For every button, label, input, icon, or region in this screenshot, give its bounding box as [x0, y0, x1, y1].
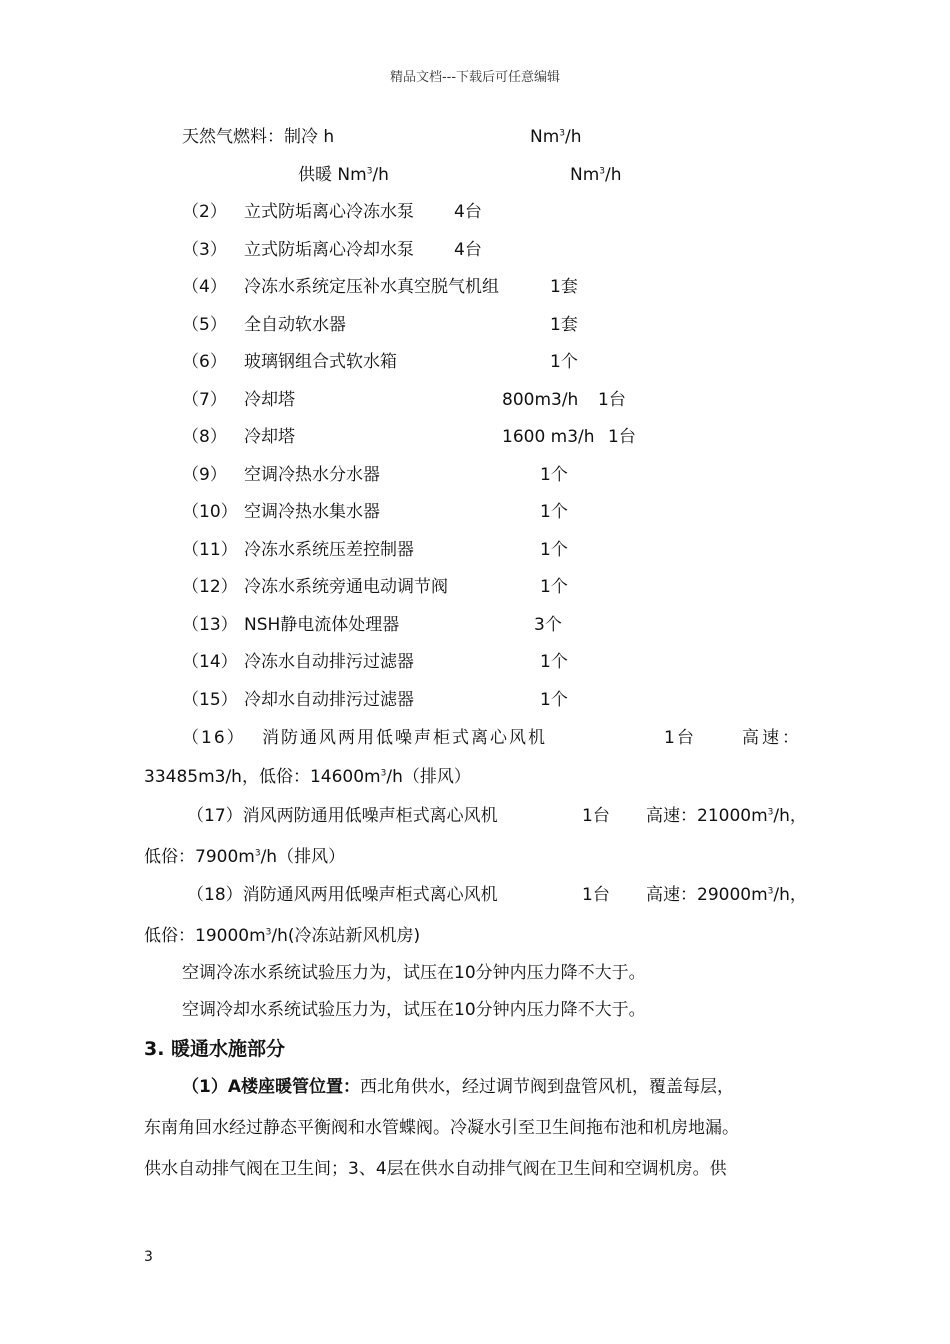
list-item-num: （10）: [182, 502, 238, 522]
item18-qty: 1台: [582, 885, 610, 905]
list-item-qty: 1台: [608, 427, 636, 447]
list-item-spec: 1600 m3/h: [502, 427, 595, 447]
pressure-test-cooling: 空调冷却水系统试验压力为，试压在10分钟内压力降不大于。: [182, 1000, 646, 1020]
page-number: 3: [144, 1249, 153, 1265]
list-item-num: （9）: [182, 465, 227, 485]
list-item-qty: 1个: [540, 502, 568, 522]
list-item-qty: 4台: [454, 240, 482, 260]
section-paragraph-line3: 供水自动排气阀在卫生间；3、4层在供水自动排气阀在卫生间和空调机房。供: [144, 1159, 727, 1179]
list-item-name: NSH静电流体处理器: [244, 615, 400, 635]
pressure-test-chilled: 空调冷冻水系统试验压力为，试压在10分钟内压力降不大于。: [182, 963, 646, 983]
list-item-name: 冷冻水自动排污过滤器: [244, 652, 414, 672]
list-item-qty: 1个: [550, 352, 578, 372]
list-item-name: 冷冻水系统旁通电动调节阀: [244, 577, 448, 597]
item17-high: 高速：$21000m^3/h$，: [646, 806, 807, 826]
list-item-name: 冷却塔: [244, 390, 295, 410]
item16-qty: 1台: [664, 728, 696, 748]
page-header: 精品文档---下载后可任意编辑: [389, 70, 561, 85]
list-item-qty: 1套: [550, 315, 578, 335]
list-item-num: （6）: [182, 352, 227, 372]
list-item-num: （15）: [182, 690, 238, 710]
list-item-qty: 1个: [540, 577, 568, 597]
list-item-qty: 1个: [540, 690, 568, 710]
list-item-qty: 1套: [550, 277, 578, 297]
list-item-num: （2）: [182, 202, 227, 222]
list-item-name: 立式防垢离心冷冻水泵: [244, 202, 414, 222]
list-item-name: 冷冻水系统压差控制器: [244, 540, 414, 560]
list-item-name: 立式防垢离心冷却水泵: [244, 240, 414, 260]
item18-line1: （18）消防通风两用低噪声柜式离心风机: [187, 885, 498, 905]
list-item-name: 全自动软水器: [244, 315, 346, 335]
list-item-qty: 3个: [534, 615, 562, 635]
list-item-num: （11）: [182, 540, 238, 560]
item17-line2: 低俗：$7900m^3/h$（排风）: [144, 847, 346, 867]
item16-name: 消防通风两用低噪声柜式离心风机: [262, 728, 547, 748]
item18-line2: 低俗：$19000m^3/h$(冷冻站新风机房): [144, 926, 421, 946]
list-item-num: （3）: [182, 240, 227, 260]
item17-line1: （17）消风两防通用低噪声柜式离心风机: [187, 806, 498, 826]
list-item-name: 玻璃钢组合式软水箱: [244, 352, 397, 372]
gas-fuel-heating-label: 供暖 Nm$^3$/h: [298, 165, 389, 185]
item17-qty: 1台: [582, 806, 610, 826]
item16-num: （16）: [182, 728, 246, 748]
list-item-name: 冷冻水系统定压补水真空脱气机组: [244, 277, 499, 297]
list-item-num: （7）: [182, 390, 227, 410]
list-item-spec: 800m3/h: [502, 390, 579, 410]
list-item-qty: 1台: [598, 390, 626, 410]
item16-high-label: 高速：: [742, 728, 802, 748]
gas-fuel-heating-unit: Nm$^3$/h: [570, 165, 622, 185]
list-item-num: （14）: [182, 652, 238, 672]
item18-high: 高速：$29000m^3/h$，: [646, 885, 807, 905]
list-item-name: 空调冷热水集水器: [244, 502, 380, 522]
list-item-num: （8）: [182, 427, 227, 447]
list-item-num: （5）: [182, 315, 227, 335]
list-item-qty: 1个: [540, 465, 568, 485]
gas-fuel-cooling-unit: Nm$^3$/h: [530, 127, 582, 147]
list-item-num: （12）: [182, 577, 238, 597]
list-item-num: （13）: [182, 615, 238, 635]
list-item-name: 冷却塔: [244, 427, 295, 447]
list-item-qty: 1个: [540, 652, 568, 672]
section-heading: 3. 暖通水施部分: [144, 1038, 286, 1060]
list-item-qty: 4台: [454, 202, 482, 222]
list-item-num: （4）: [182, 277, 227, 297]
section-paragraph-line1: （1）A楼座暖管位置：西北角供水，经过调节阀到盘管风机，覆盖每层，: [182, 1077, 734, 1097]
list-item-name: 冷却水自动排污过滤器: [244, 690, 414, 710]
list-item-qty: 1个: [540, 540, 568, 560]
item16-line2: 33485m3/h，低俗：$14600m^3/h$（排风）: [144, 767, 471, 787]
list-item-name: 空调冷热水分水器: [244, 465, 380, 485]
gas-fuel-cooling-label: 天然气燃料：制冷 h: [182, 127, 335, 147]
section-paragraph-line2: 东南角回水经过静态平衡阀和水管蝶阀。冷凝水引至卫生间拖布池和机房地漏。: [144, 1118, 739, 1138]
